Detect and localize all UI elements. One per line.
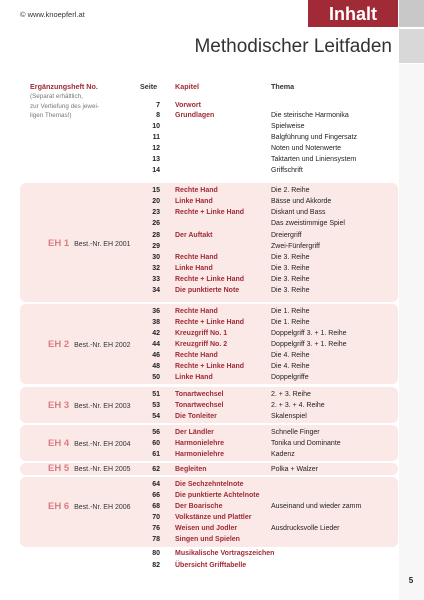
topic-text: Doppelgriffe	[271, 374, 309, 381]
table-row	[0, 133, 398, 143]
eh-number: EH 6	[48, 501, 70, 512]
table-row	[0, 535, 398, 545]
table-row	[0, 253, 398, 263]
topic-text: Das zweistimmige Spiel	[271, 220, 345, 227]
chapter-title: Rechte Hand	[175, 352, 218, 359]
table-row	[0, 351, 398, 361]
page-ref: 60	[152, 440, 160, 447]
page-ref: 36	[152, 308, 160, 315]
order-number: Best.-Nr. EH 2006	[74, 504, 131, 511]
chapter-title: Grundlagen	[175, 112, 215, 119]
chapter-title: Die punktierte Note	[175, 287, 240, 294]
chapter-title: Rechte Hand	[175, 308, 218, 315]
page-ref: 32	[152, 265, 160, 272]
chapter-title: Kreuzgriff No. 1	[175, 330, 228, 337]
table-row	[0, 111, 398, 121]
chapter-title: Der Boarische	[175, 503, 223, 510]
chapter-title: Die Tonleiter	[175, 413, 217, 420]
eh-number: EH 5	[48, 463, 70, 474]
table-row	[0, 197, 398, 207]
page-ref: 78	[152, 536, 160, 543]
order-number: Best.-Nr. EH 2001	[74, 241, 131, 248]
table-row	[0, 208, 398, 218]
order-number: Best.-Nr. EH 2002	[74, 342, 131, 349]
page-ref: 15	[152, 187, 160, 194]
topic-text: Noten und Notenwerte	[271, 145, 342, 152]
table-row	[0, 390, 398, 400]
page-ref: 8	[156, 112, 160, 119]
chapter-title: Die Sechzehntelnote	[175, 481, 244, 488]
table-row	[0, 275, 398, 285]
page-ref: 38	[152, 319, 160, 326]
topic-text: Die 3. Reihe	[271, 254, 310, 261]
chapter-title: Rechte + Linke Hand	[175, 363, 245, 370]
column-header-kapitel: Kapitel	[175, 82, 199, 91]
chapter-title: Linke Hand	[175, 198, 213, 205]
order-number: Best.-Nr. EH 2005	[74, 466, 131, 473]
page-ref: 61	[152, 451, 160, 458]
table-row	[0, 122, 398, 132]
page-ref: 66	[152, 492, 160, 499]
topic-text: Doppelgriff 3. + 1. Reihe	[271, 341, 347, 348]
table-row	[0, 264, 398, 274]
chapter-title: Rechte + Linke Hand	[175, 276, 245, 283]
chapter-title: Linke Hand	[175, 374, 213, 381]
table-row	[0, 465, 398, 475]
eh-number: EH 4	[48, 438, 70, 449]
topic-text: Polka + Walzer	[271, 466, 319, 473]
chapter-title: Musikalische Vortragszeichen	[175, 550, 275, 557]
chapter-title: Weisen und Jodler	[175, 525, 238, 532]
page-ref: 13	[152, 156, 160, 163]
page-ref: 12	[152, 145, 160, 152]
note-line: zur Vertiefung des jewei-	[30, 102, 99, 110]
page-ref: 23	[152, 209, 160, 216]
chapter-title: Rechte + Linke Hand	[175, 209, 245, 216]
topic-text: Schnelle Finger	[271, 429, 320, 436]
table-row	[0, 561, 398, 571]
topic-text: Die 1. Reihe	[271, 308, 310, 315]
topic-text: Bässe und Akkorde	[271, 198, 332, 205]
topic-text: Die steirische Harmonika	[271, 112, 349, 119]
order-number: Best.-Nr. EH 2004	[74, 441, 131, 448]
chapter-title: Der Auftakt	[175, 232, 213, 239]
note-line: ligen Themas!)	[30, 112, 72, 119]
topic-text: Die 3. Reihe	[271, 276, 310, 283]
topic-text: Die 4. Reihe	[271, 363, 310, 370]
page-ref: 20	[152, 198, 160, 205]
table-row	[0, 219, 398, 229]
topic-text: Griffschrift	[271, 167, 303, 174]
table-row	[0, 549, 398, 559]
topic-text: Die 3. Reihe	[271, 265, 310, 272]
topic-text: Diskant und Bass	[271, 209, 326, 216]
chapter-title: Linke Hand	[175, 265, 213, 272]
chapter-title: Rechte Hand	[175, 254, 218, 261]
chapter-title: Harmonielehre	[175, 440, 225, 447]
copyright-text: © www.knoepferl.at	[20, 10, 85, 19]
section-title: Inhalt	[308, 0, 398, 27]
page-ref: 29	[152, 243, 160, 250]
page-ref: 51	[152, 391, 160, 398]
eh-number: EH 2	[48, 339, 70, 350]
chapter-title: Tonartwechsel	[175, 391, 224, 398]
chapter-title: Tonartwechsel	[175, 402, 224, 409]
topic-text: Balgführung und Fingersatz	[271, 134, 357, 141]
page-ref: 33	[152, 276, 160, 283]
corner-grey-block	[399, 0, 424, 27]
chapter-title: Vorwort	[175, 102, 201, 109]
page-ref: 44	[152, 341, 160, 348]
topic-text: Skalenspiel	[271, 413, 307, 420]
column-header-thema: Thema	[271, 82, 295, 91]
topic-text: Auseinand und wieder zamm	[271, 503, 362, 510]
chapter-title: Die punktierte Achtelnote	[175, 492, 260, 499]
table-row	[0, 412, 398, 422]
chapter-title: Rechte + Linke Hand	[175, 319, 245, 326]
table-row	[0, 450, 398, 460]
page-ref: 62	[152, 466, 160, 473]
page-ref: 50	[152, 374, 160, 381]
page-ref: 46	[152, 352, 160, 359]
table-row	[0, 101, 398, 111]
table-row	[0, 373, 398, 383]
table-row	[0, 286, 398, 296]
note-line: (Separat erhältlich,	[30, 93, 83, 100]
topic-text: Kadenz	[271, 451, 295, 458]
table-row	[0, 480, 398, 490]
table-row	[0, 318, 398, 328]
side-grey-block	[399, 29, 424, 63]
page-ref: 10	[152, 123, 160, 130]
table-row	[0, 491, 398, 501]
table-row	[0, 329, 398, 339]
table-row	[0, 307, 398, 317]
table-row	[0, 242, 398, 252]
page-ref: 34	[152, 287, 160, 294]
table-row	[0, 186, 398, 196]
page-ref: 68	[152, 503, 160, 510]
page-ref: 53	[152, 402, 160, 409]
page-ref: 48	[152, 363, 160, 370]
page-ref: 76	[152, 525, 160, 532]
eh-number: EH 1	[48, 238, 70, 249]
column-header-ergaenzungsheft: Ergänzungsheft No.	[30, 82, 98, 91]
table-row	[0, 362, 398, 372]
table-row	[0, 166, 398, 176]
table-row	[0, 439, 398, 449]
table-row	[0, 155, 398, 165]
page-subtitle: Methodischer Leitfaden	[194, 36, 392, 57]
chapter-title: Volkstänze und Plattler	[175, 514, 252, 521]
topic-text: Spielweise	[271, 123, 305, 130]
chapter-title: Harmonielehre	[175, 451, 225, 458]
page-ref: 56	[152, 429, 160, 436]
topic-text: Ausdrucksvolle Lieder	[271, 525, 340, 532]
topic-text: Dreiergriff	[271, 232, 302, 239]
page-ref: 64	[152, 481, 160, 488]
page-ref: 70	[152, 514, 160, 521]
topic-text: 2. + 3. + 4. Reihe	[271, 402, 325, 409]
page-ref: 54	[152, 413, 160, 420]
topic-text: Zwei-Fünfergriff	[271, 243, 320, 250]
table-row	[0, 231, 398, 241]
chapter-title: Rechte Hand	[175, 187, 218, 194]
table-row	[0, 144, 398, 154]
topic-text: Die 3. Reihe	[271, 287, 310, 294]
topic-text: Doppelgriff 3. + 1. Reihe	[271, 330, 347, 337]
page-ref: 7	[156, 102, 160, 109]
chapter-title: Kreuzgriff No. 2	[175, 341, 228, 348]
side-margin-strip	[399, 64, 424, 600]
column-header-seite: Seite	[140, 82, 158, 91]
table-row	[0, 428, 398, 438]
chapter-title: Übersicht Grifftabelle	[175, 562, 247, 569]
page-ref: 28	[152, 232, 160, 239]
order-number: Best.-Nr. EH 2003	[74, 403, 131, 410]
page-ref: 82	[152, 562, 160, 569]
topic-text: Taktarten und Liniensystem	[271, 156, 357, 163]
page-ref: 14	[152, 167, 160, 174]
table-row	[0, 340, 398, 350]
chapter-title: Der Ländler	[175, 429, 214, 436]
page-ref: 80	[152, 550, 160, 557]
chapter-title: Begleiten	[175, 466, 207, 473]
topic-text: 2. + 3. Reihe	[271, 391, 311, 398]
page-ref: 30	[152, 254, 160, 261]
page-number: 5	[408, 576, 414, 585]
table-row	[0, 513, 398, 523]
topic-text: Die 2. Reihe	[271, 187, 310, 194]
eh-number: EH 3	[48, 400, 70, 411]
page-ref: 42	[152, 330, 160, 337]
topic-text: Die 4. Reihe	[271, 352, 310, 359]
table-row	[0, 401, 398, 411]
topic-text: Die 1. Reihe	[271, 319, 310, 326]
topic-text: Tonika und Dominante	[271, 440, 341, 447]
table-row	[0, 502, 398, 512]
page-ref: 11	[152, 134, 160, 141]
table-row	[0, 524, 398, 534]
chapter-title: Singen und Spielen	[175, 536, 240, 543]
page-ref: 26	[152, 220, 160, 227]
